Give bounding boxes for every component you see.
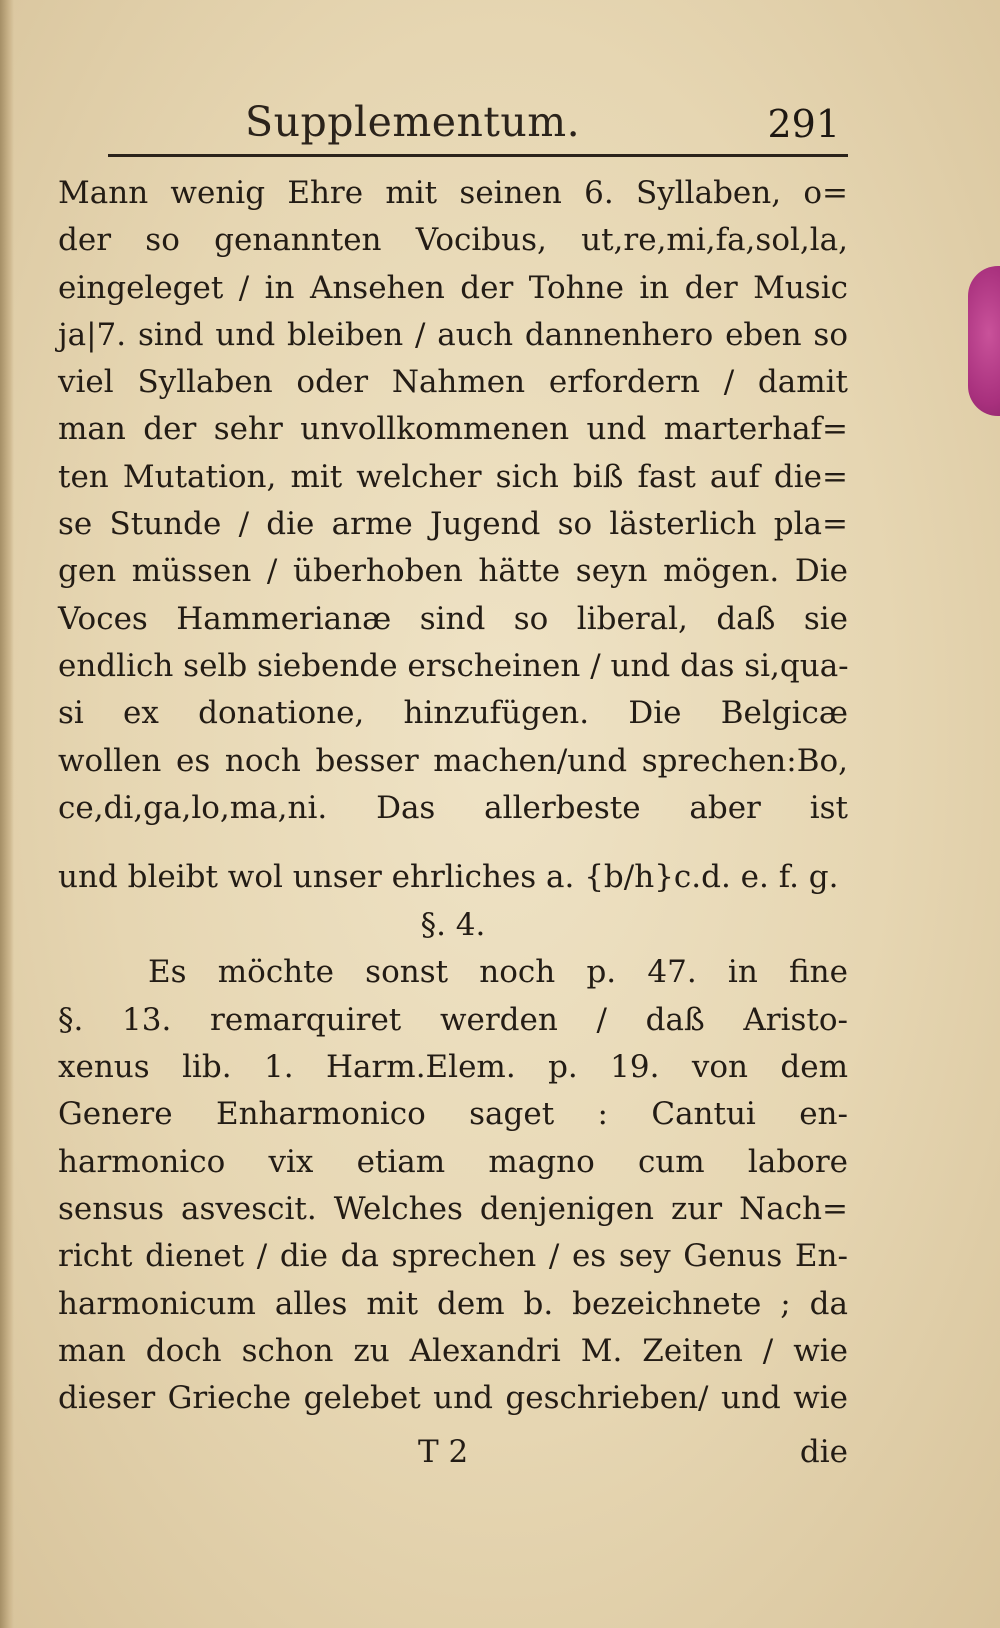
text-line: Genere Enharmonico saget : Cantui en- — [58, 1096, 848, 1133]
header-rule — [108, 154, 848, 157]
text-line: eingeleget / in Ansehen der Tohne in der Music — [58, 269, 848, 306]
text-line: gen müssen / überhoben hätte seyn mögen. Die — [58, 553, 848, 590]
text-line: der so genannten Vocibus, ut,re,mi,fa,sol,la, — [58, 222, 848, 259]
text-line: sensus asvescit. Welches denjenigen zur Nach= — [58, 1190, 848, 1227]
catchword: die — [799, 1434, 848, 1470]
text-line: xenus lib. 1. Harm.Elem. p. 19. von dem — [58, 1049, 848, 1086]
text-line: endlich selb siebende erscheinen / und das si,qua- — [58, 647, 849, 684]
text-line: ja|7. sind und bleiben / auch dannenhero eben so — [58, 316, 848, 353]
page-number: 291 — [767, 102, 840, 146]
text-line: man doch schon zu Alexandri M. Zeiten / wie — [58, 1332, 848, 1369]
text-line: se Stunde / die arme Jugend so lästerlich pla= — [58, 506, 848, 543]
page-gutter-shadow — [0, 0, 14, 1628]
page-footer — [58, 1434, 848, 1474]
text-line: man der sehr unvollkommenen und marterhaf= — [58, 411, 848, 448]
text-line: richt dienet / die da sprechen / es sey Genus En- — [58, 1238, 848, 1275]
body-text — [58, 170, 848, 1422]
running-title: Supplementum. — [245, 98, 581, 146]
text-line: harmonico vix etiam magno cum labore — [58, 1143, 848, 1180]
text-line: dieser Grieche gelebet und geschrieben/ und wie — [58, 1380, 848, 1417]
text-line: Voces Hammerianæ sind so liberal, daß sie — [58, 600, 848, 637]
text-line: viel Syllaben oder Nahmen erfordern / damit — [58, 364, 848, 401]
text-line: ten Mutation, mit welcher sich biß fast auf die= — [58, 458, 848, 495]
text-line: Es möchte sonst noch p. 47. in fine — [148, 954, 848, 991]
bookmark-tab — [968, 266, 1000, 416]
text-line: §. 13. remarquiret werden / daß Aristo- — [58, 1001, 848, 1038]
text-line: ce,di,ga,lo,ma,ni. Das allerbeste aber ist — [58, 789, 848, 826]
signature-mark: T 2 — [418, 1434, 469, 1470]
text-line: si ex donatione, hinzufügen. Die Belgicæ — [58, 695, 848, 732]
section-heading: §. 4. — [420, 907, 486, 944]
text-line: harmonicum alles mit dem b. bezeichnete ; da — [58, 1285, 848, 1322]
text-line: wollen es noch besser machen/und sprechen:Bo, — [58, 742, 848, 779]
page-header — [60, 98, 840, 168]
text-line: Mann wenig Ehre mit seinen 6. Syllaben, o= — [58, 175, 848, 211]
text-line: und bleibt wol unser ehrliches a. {b/h}c.d. e. f. g. — [58, 859, 839, 896]
